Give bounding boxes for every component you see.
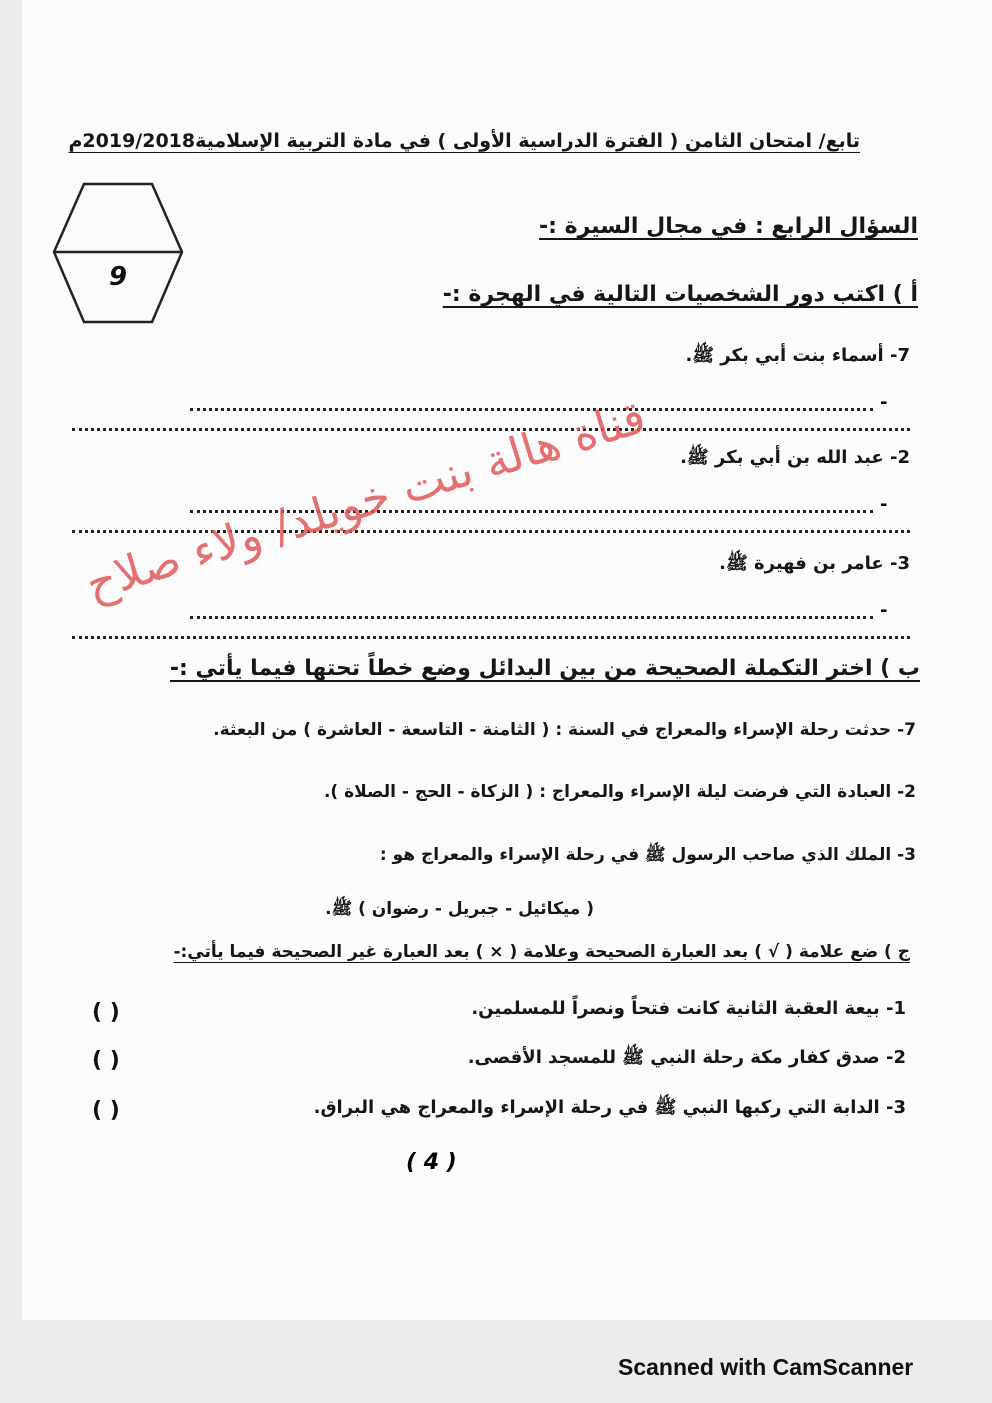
section-a-item-1: 7- أسماء بنت أبي بكر ﷺ. [685,345,910,366]
answer-blank[interactable]: ( ) [92,1048,120,1073]
answer-blank[interactable]: ( ) [92,1098,120,1123]
answer-line [72,428,910,431]
section-a-item-3: 3- عامر بن فهيرة ﷺ. [719,553,910,574]
exam-header: تابع/ امتحان الثامن ( الفترة الدراسية الأولى ) في مادة التربية الإسلامية2019/2018م [68,130,860,152]
section-b-item-1: 7- حدثت رحلة الإسراء والمعراج في السنة : ( الثامنة - التاسعة - العاشرة ) من البعثة. [213,720,916,740]
hexagon-shape [52,182,184,324]
answer-dash: - [880,494,888,515]
score-box [52,182,184,324]
answer-blank[interactable]: ( ) [92,1000,120,1025]
section-b-item-3: 3- الملك الذي صاحب الرسول ﷺ في رحلة الإسراء والمعراج هو : [379,845,916,865]
answer-line [190,408,873,411]
answer-dash: - [880,392,888,413]
section-b-item-3-options: ( ميكائيل - جبريل - رضوان ) ﷺ. [325,899,594,919]
scanner-footer: Scanned with CamScanner [618,1354,914,1380]
score-value: 9 [108,262,128,292]
section-b-item-2: 2- العبادة التي فرضت ليلة الإسراء والمعراج : ( الزكاة - الحج - الصلاة ). [323,782,916,802]
section-c-item-3: 3- الدابة التي ركبها النبي ﷺ في رحلة الإسراء والمعراج هي البراق. [313,1097,906,1118]
answer-dash: - [880,600,888,621]
page-number: ( 4 ) [406,1150,457,1175]
section-b-title: ب ) اختر التكملة الصحيحة من بين البدائل وضع خطاً تحتها فيما يأتي :- [169,656,920,681]
section-c-title: ج ) ضع علامة ( √ ) بعد العبارة الصحيحة وعلامة ( × ) بعد العبارة غير الصحيحة فيما يأتي:- [173,942,910,962]
section-a-title: أ ) اكتب دور الشخصيات التالية في الهجرة :- [442,282,918,307]
answer-line [72,636,910,639]
section-c-item-1: 1- بيعة العقبة الثانية كانت فتحاً ونصراً للمسلمين. [471,998,906,1019]
answer-line [190,616,873,619]
question-title: السؤال الرابع : في مجال السيرة :- [539,214,918,239]
section-c-item-2: 2- صدق كفار مكة رحلة النبي ﷺ للمسجد الأقصى. [467,1047,906,1068]
section-a-item-2: 2- عبد الله بن أبي بكر ﷺ. [680,447,910,468]
channel-watermark: قناة هالة بنت خويلد/ ولاء صلاح [79,389,652,612]
